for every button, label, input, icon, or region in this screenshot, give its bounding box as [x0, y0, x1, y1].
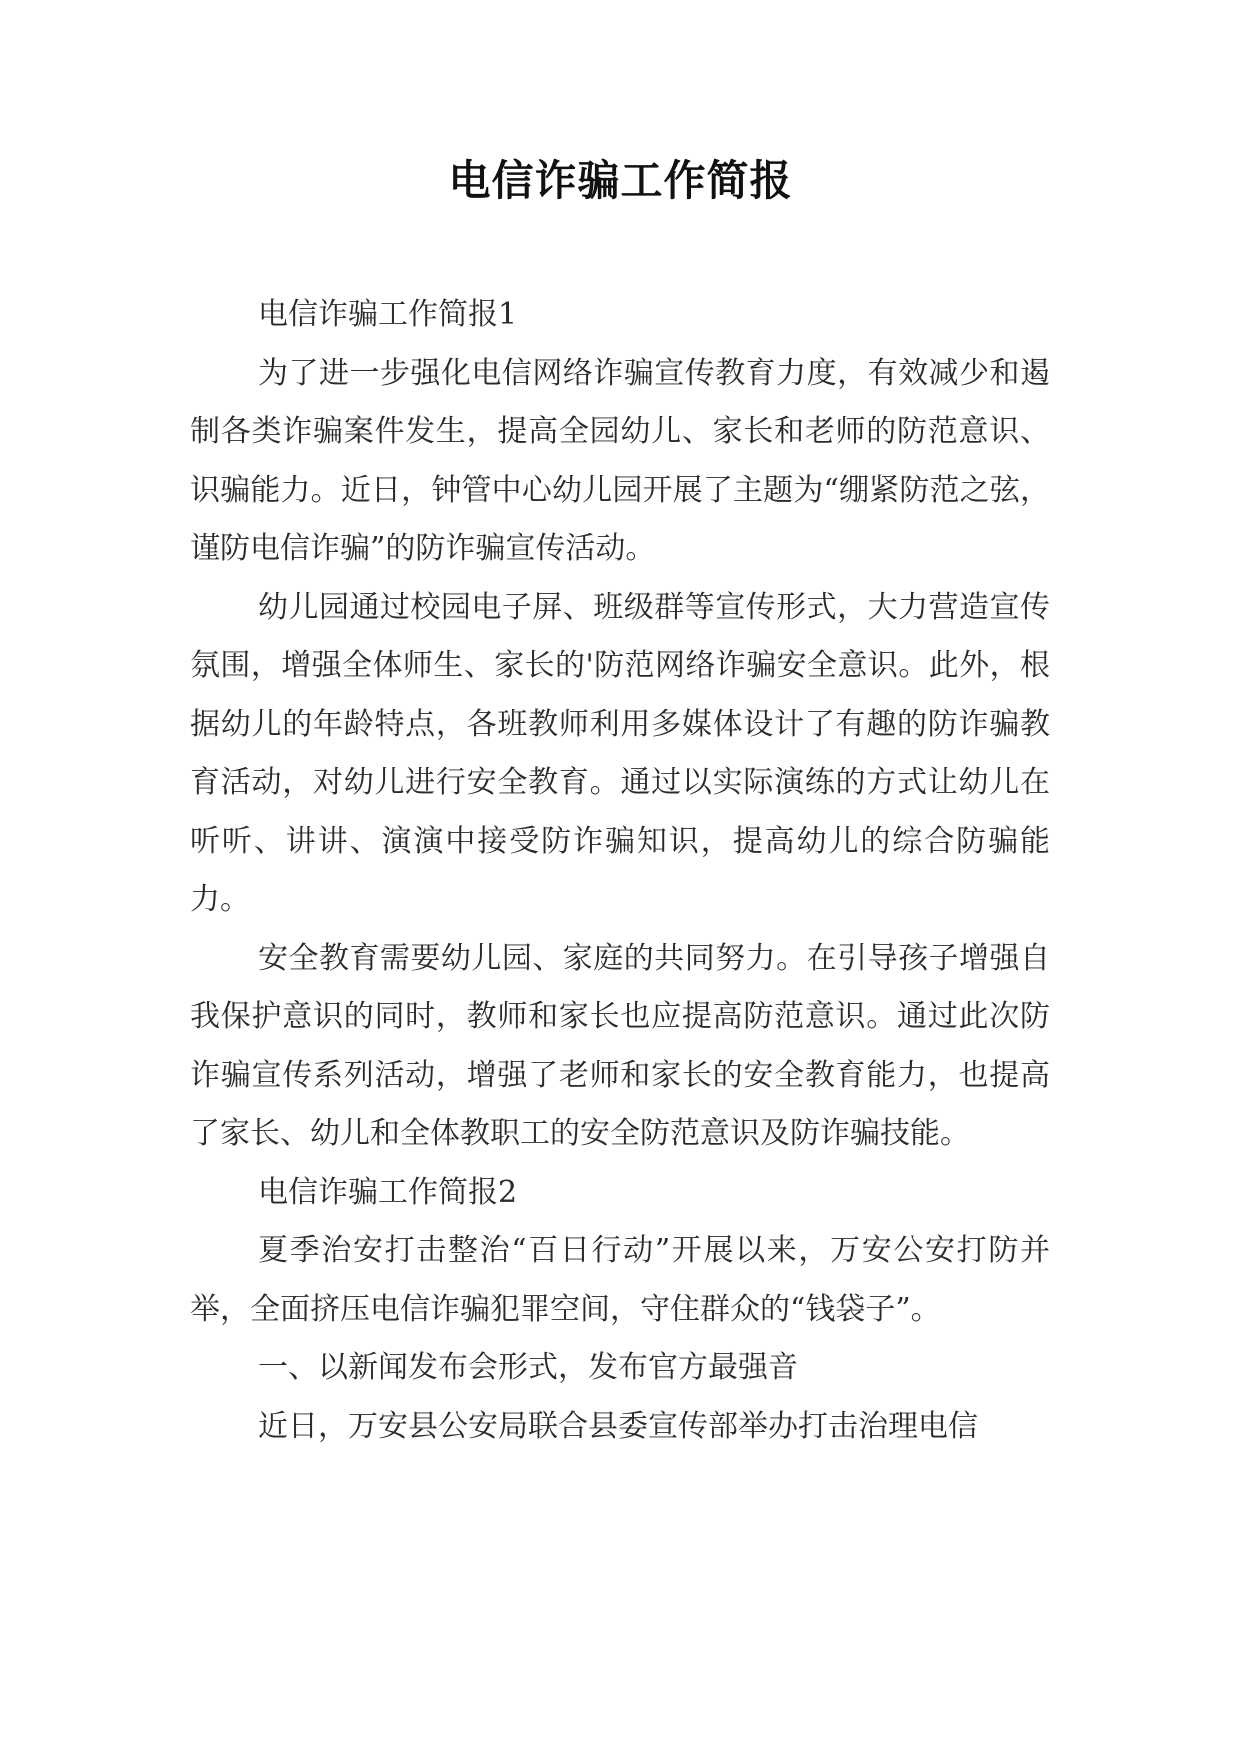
document-title: 电信诈骗工作简报 — [448, 156, 793, 205]
paragraph-1: 为了进一步强化电信网络诈骗宣传教育力度，有效减少和遏制各类诈骗案件发生，提高全园幼儿、家长和老师的防范意识、识骗能力。近日，钟管中心幼儿园开展了主题为“绷紧防范之弦，谨防电信诈骗”的防诈骗宣传活动。 — [190, 355, 1050, 566]
paragraph-2: 幼儿园通过校园电子屏、班级群等宣传形式，大力营造宣传氛围，增强全体师生、家长的'防范网络诈骗安全意识。此外，根据幼儿的年龄特点，各班教师利用多媒体设计了有趣的防诈骗教育活动，对幼儿进行安全教育。通过以实际演练的方式让幼儿在听听、讲讲、演演中接受防诈骗知识，提高幼儿的综合防骗能力。 — [190, 589, 1050, 917]
section-heading-1: 电信诈骗工作简报1 — [258, 297, 518, 332]
paragraph-4: 夏季治安打击整治“百日行动”开展以来，万安公安打防并举，全面挤压电信诈骗犯罪空间，守住群众的“钱袋子”。 — [190, 1233, 1050, 1327]
paragraph-3: 安全教育需要幼儿园、家庭的共同努力。在引导孩子增强自我保护意识的同时，教师和家长也应提高防范意识。通过此次防诈骗宣传系列活动，增强了老师和家长的安全教育能力，也提高了家长、幼儿和全体教职工的安全防范意识及防诈骗技能。 — [190, 940, 1050, 1151]
subheading-1: 一、以新闻发布会形式，发布官方最强音 — [258, 1350, 798, 1385]
paragraph-5: 近日，万安县公安局联合县委宣传部举办打击治理电信 — [258, 1408, 978, 1444]
document-body — [190, 286, 1050, 1456]
section-heading-2: 电信诈骗工作简报2 — [258, 1174, 518, 1210]
